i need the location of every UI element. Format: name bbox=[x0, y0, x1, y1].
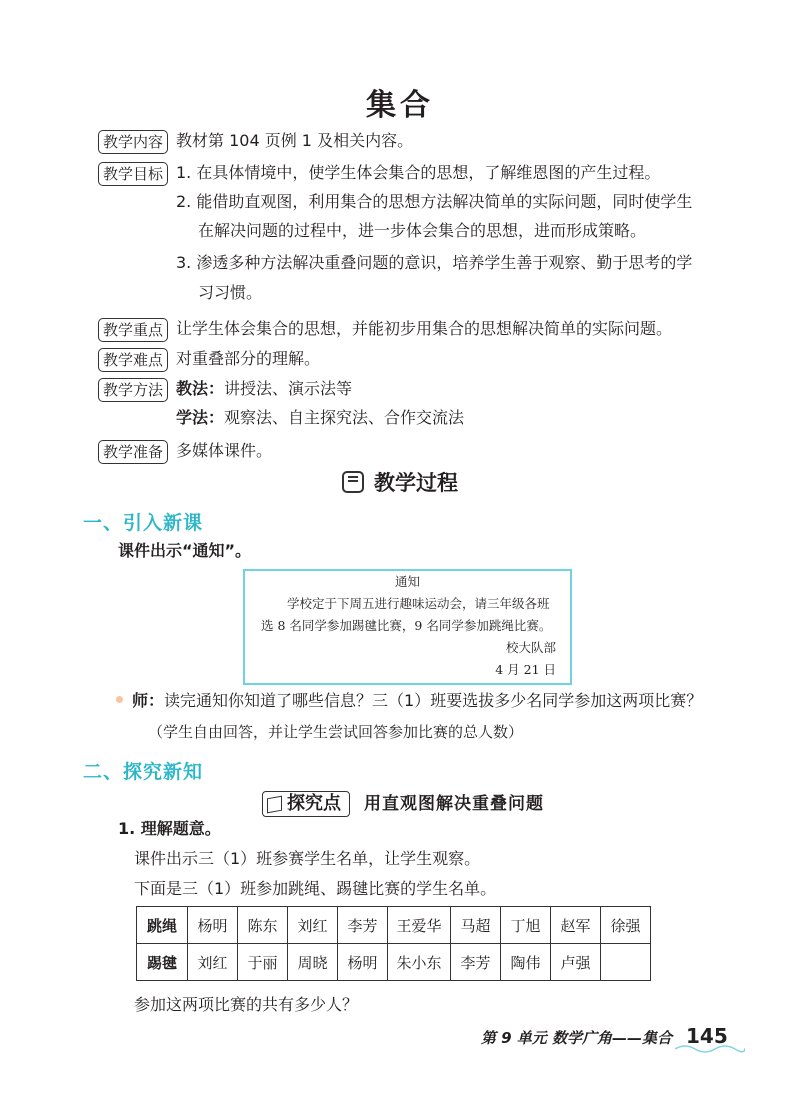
table-cell: 徐强 bbox=[601, 907, 651, 944]
method-learn bbox=[176, 407, 464, 429]
tag-content: 教学内容 bbox=[98, 130, 168, 154]
tag-preparation: 教学准备 bbox=[98, 440, 168, 464]
table-row-jump-rope bbox=[137, 907, 651, 944]
difficulty-text: 对重叠部分的理解。 bbox=[176, 349, 321, 368]
participant-table bbox=[136, 906, 651, 981]
document-icon bbox=[342, 471, 364, 493]
table-cell: 李芳 bbox=[451, 944, 501, 981]
table-cell: 马超 bbox=[451, 907, 501, 944]
teacher-label: 师： bbox=[132, 691, 165, 710]
wave-decoration bbox=[675, 1043, 745, 1053]
process-title-text: 教学过程 bbox=[374, 471, 458, 495]
page-number: 145 bbox=[686, 1024, 728, 1048]
method-teach-label: 教法： bbox=[176, 379, 225, 398]
table-cell: 杨明 bbox=[188, 907, 238, 944]
goal-1: 1. 在具体情境中，使学生体会集合的思想，了解维恩图的产生过程。 bbox=[176, 163, 661, 182]
notice-title: 通知 bbox=[394, 574, 420, 589]
question: 参加这两项比赛的共有多少人？ bbox=[134, 995, 359, 1014]
step-1-line-2: 下面是三（1）班参加跳绳、踢毽比赛的学生名单。 bbox=[134, 879, 497, 898]
explore-tag bbox=[262, 791, 350, 817]
notice-box bbox=[243, 569, 572, 685]
key-points-text: 让学生体会集合的思想，并能初步用集合的思想解决简单的实际问题。 bbox=[176, 319, 673, 338]
tag-methods: 教学方法 bbox=[98, 378, 168, 402]
table-cell: 卢强 bbox=[551, 944, 601, 981]
student-note: （学生自由回答，并让学生尝试回答参加比赛的总人数） bbox=[148, 723, 524, 741]
preparation-text: 多媒体课件。 bbox=[176, 441, 273, 460]
table-cell: 周晓 bbox=[288, 944, 338, 981]
cube-icon bbox=[267, 796, 282, 814]
table-cell: 刘红 bbox=[188, 944, 238, 981]
footer-unit: 第 9 单元 数学广角——集合 bbox=[480, 1029, 672, 1047]
table-cell: 刘红 bbox=[288, 907, 338, 944]
section-1-intro: 课件出示“通知”。 bbox=[118, 541, 252, 560]
table-cell: 于丽 bbox=[238, 944, 288, 981]
table-cell: 王爱华 bbox=[388, 907, 451, 944]
table-cell bbox=[601, 944, 651, 981]
tag-key-points: 教学重点 bbox=[98, 318, 168, 342]
row-header: 踢毽 bbox=[137, 944, 188, 981]
table-cell: 李芳 bbox=[338, 907, 388, 944]
method-teach bbox=[176, 378, 352, 400]
goal-3-cont: 习习惯。 bbox=[198, 283, 263, 302]
process-title bbox=[0, 467, 800, 497]
teacher-question bbox=[132, 690, 702, 712]
section-2-heading: 二、探究新知 bbox=[83, 761, 204, 783]
notice-body-2: 选 8 名同学参加踢毽比赛，9 名同学参加跳绳比赛。 bbox=[261, 618, 552, 633]
explore-title: 用直观图解决重叠问题 bbox=[364, 794, 544, 814]
goal-2-cont: 在解决问题的过程中，进一步体会集合的思想，进而形成策略。 bbox=[198, 221, 647, 240]
tag-difficulty: 教学难点 bbox=[98, 348, 168, 372]
table-cell: 丁旭 bbox=[501, 907, 551, 944]
goal-3: 3. 渗透多种方法解决重叠问题的意识，培养学生善于观察、勤于思考的学 bbox=[176, 253, 693, 272]
method-learn-text: 观察法、自主探究法、合作交流法 bbox=[224, 408, 465, 427]
page-title: 集合 bbox=[366, 88, 434, 123]
table-row-shuttlecock bbox=[137, 944, 651, 981]
step-1-line-1: 课件出示三（1）班参赛学生名单，让学生观察。 bbox=[134, 849, 481, 868]
table-cell: 赵军 bbox=[551, 907, 601, 944]
content-text: 教材第 104 页例 1 及相关内容。 bbox=[176, 131, 414, 150]
notice-body-1: 学校定于下周五进行趣味运动会，请三年级各班 bbox=[287, 596, 550, 611]
method-learn-label: 学法： bbox=[176, 408, 225, 427]
bullet-dot bbox=[116, 696, 123, 703]
goal-2: 2. 能借助直观图，利用集合的思想方法解决简单的实际问题，同时使学生 bbox=[176, 192, 693, 211]
method-teach-text: 讲授法、演示法等 bbox=[224, 379, 353, 398]
tag-goals: 教学目标 bbox=[98, 162, 168, 186]
table-cell: 朱小东 bbox=[388, 944, 451, 981]
table-cell: 陶伟 bbox=[501, 944, 551, 981]
notice-date: 4 月 21 日 bbox=[495, 662, 556, 677]
step-1: 1. 理解题意。 bbox=[118, 819, 221, 838]
explore-point bbox=[262, 789, 544, 817]
teacher-text: 读完通知你知道了哪些信息？三（1）班要选拔多少名同学参加这两项比赛？ bbox=[164, 691, 703, 710]
table-cell: 杨明 bbox=[338, 944, 388, 981]
notice-signer: 校大队部 bbox=[505, 640, 556, 655]
explore-tag-text: 探究点 bbox=[287, 793, 341, 814]
section-1-heading: 一、引入新课 bbox=[83, 512, 204, 534]
table-cell: 陈东 bbox=[238, 907, 288, 944]
row-header: 跳绳 bbox=[137, 907, 188, 944]
